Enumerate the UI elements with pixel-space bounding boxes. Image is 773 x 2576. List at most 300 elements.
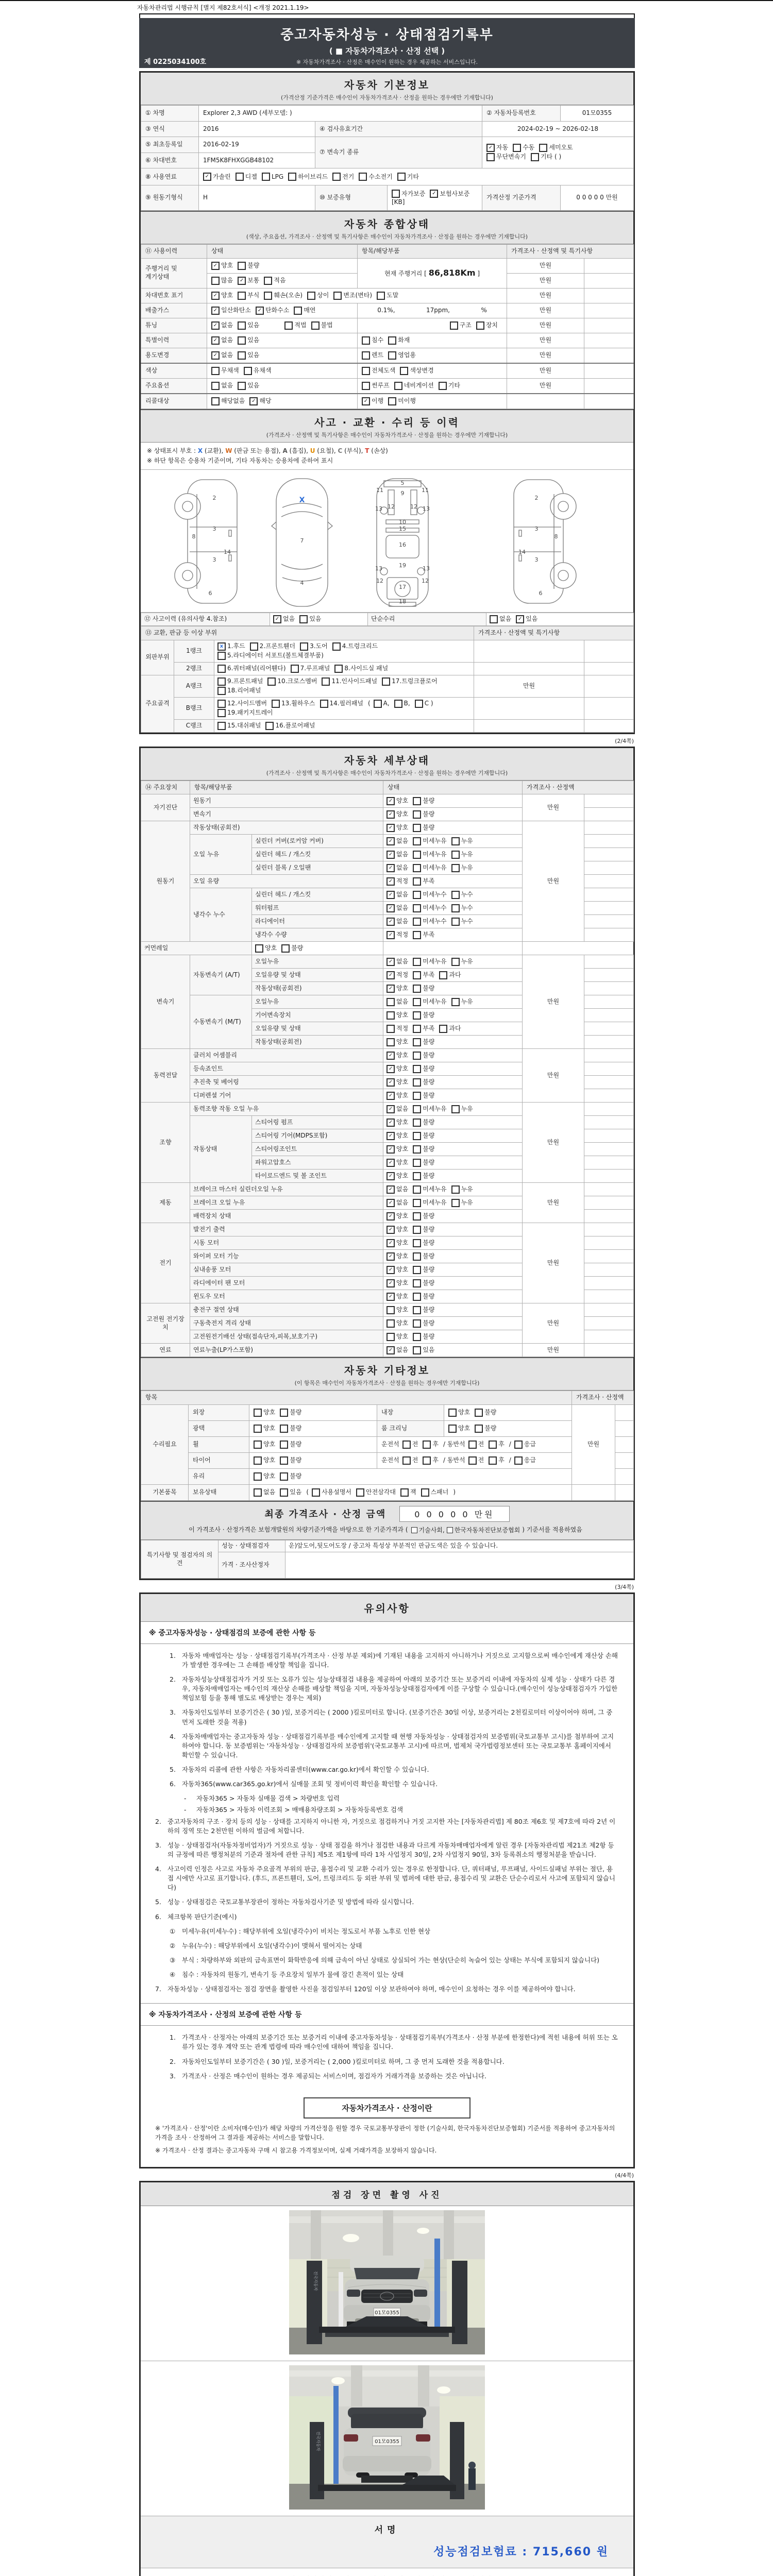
checkbox-box[interactable] — [413, 1052, 421, 1060]
checkbox-unchecked[interactable] — [421, 1488, 449, 1497]
checkbox-box[interactable] — [413, 1279, 421, 1287]
checkbox-unchecked[interactable] — [312, 1488, 351, 1497]
checkbox-unchecked[interactable] — [413, 1172, 434, 1180]
checkbox-unchecked[interactable] — [413, 1226, 434, 1234]
checkbox-box[interactable]: ✓ — [211, 307, 220, 315]
checkbox-checked[interactable] — [386, 985, 408, 993]
checkbox-box[interactable] — [413, 1319, 421, 1328]
checkbox-checked[interactable] — [211, 321, 233, 330]
checkbox-box[interactable] — [238, 262, 246, 270]
checkbox-unchecked[interactable] — [254, 1440, 275, 1449]
checkbox-box[interactable]: ✓ — [386, 1239, 395, 1247]
checkbox-unchecked[interactable] — [356, 1488, 396, 1497]
checkbox-box[interactable]: ✓ — [486, 144, 495, 152]
checkbox-checked[interactable] — [386, 1185, 408, 1194]
checkbox-box[interactable] — [382, 677, 390, 686]
checkbox-unchecked[interactable] — [413, 1145, 434, 1154]
checkbox-box[interactable] — [413, 931, 421, 939]
checkbox-unchecked[interactable] — [217, 665, 286, 673]
checkbox-box[interactable]: ✓ — [386, 810, 395, 819]
checkbox-checked[interactable] — [516, 615, 537, 623]
checkbox-box[interactable] — [489, 1440, 497, 1449]
checkbox-checked[interactable] — [386, 918, 408, 926]
checkbox-box[interactable] — [490, 615, 498, 623]
checkbox-unchecked[interactable] — [490, 615, 511, 623]
checkbox-box[interactable] — [386, 1333, 395, 1341]
checkbox-box[interactable] — [415, 700, 423, 708]
checkbox-box[interactable] — [359, 173, 367, 181]
checkbox-checked[interactable] — [386, 1132, 408, 1140]
checkbox-box[interactable] — [413, 1239, 421, 1247]
checkbox-box[interactable] — [238, 336, 246, 345]
checkbox-unchecked[interactable] — [280, 1488, 301, 1497]
checkbox-checked[interactable] — [238, 277, 259, 285]
checkbox-unchecked[interactable] — [413, 824, 434, 832]
checkbox-unchecked[interactable] — [320, 700, 363, 708]
checkbox-unchecked[interactable] — [280, 1456, 301, 1465]
checkbox-box[interactable]: ✓ — [386, 1346, 395, 1354]
checkbox-unchecked[interactable] — [413, 1199, 446, 1207]
checkbox-box[interactable]: ✓ — [386, 985, 395, 993]
checkbox-unchecked[interactable] — [238, 351, 259, 360]
checkbox-checked[interactable] — [486, 144, 508, 152]
checkbox-unchecked[interactable] — [451, 958, 473, 966]
checkbox-box[interactable] — [217, 687, 226, 695]
checkbox-unchecked[interactable] — [280, 1409, 301, 1417]
checkbox-checked[interactable] — [386, 1266, 408, 1274]
checkbox-unchecked[interactable] — [386, 1319, 408, 1328]
checkbox-box[interactable] — [265, 722, 274, 730]
checkbox-unchecked[interactable] — [272, 700, 315, 708]
checkbox-box[interactable] — [254, 1488, 262, 1497]
checkbox-box[interactable] — [439, 971, 447, 979]
checkbox-unchecked[interactable] — [322, 677, 377, 686]
checkbox-unchecked[interactable] — [281, 944, 303, 953]
checkbox-unchecked[interactable] — [217, 677, 263, 686]
checkbox-checked[interactable] — [386, 904, 408, 912]
checkbox-box[interactable]: ✓ — [386, 851, 395, 859]
checkbox-box[interactable] — [288, 173, 296, 181]
checkbox-box[interactable]: ✓ — [211, 321, 220, 330]
checkbox-box[interactable]: ✓ — [430, 190, 438, 198]
checkbox-box[interactable] — [413, 1159, 421, 1167]
checkbox-unchecked[interactable] — [413, 1212, 434, 1221]
checkbox-box[interactable] — [451, 1185, 460, 1194]
checkbox-unchecked[interactable] — [307, 292, 329, 300]
checkbox-box[interactable] — [280, 1440, 288, 1449]
checkbox-unchecked[interactable] — [255, 944, 277, 953]
checkbox-box[interactable] — [394, 700, 402, 708]
checkbox-checked[interactable] — [386, 1078, 408, 1087]
checkbox-box[interactable]: ✓ — [386, 864, 395, 872]
checkbox-checked[interactable] — [386, 877, 408, 886]
checkbox-box[interactable] — [451, 1105, 460, 1113]
checkbox-box[interactable]: ✓ — [386, 1052, 395, 1060]
checkbox-unchecked[interactable] — [388, 397, 416, 405]
checkbox-unchecked[interactable] — [489, 1456, 505, 1465]
checkbox-unchecked[interactable] — [413, 998, 446, 1006]
checkbox-box[interactable] — [284, 321, 293, 330]
checkbox-box[interactable] — [413, 1172, 421, 1180]
checkbox-unchecked[interactable] — [486, 153, 526, 161]
checkbox-box[interactable] — [264, 292, 272, 300]
checkbox-box[interactable]: ✓ — [386, 1078, 395, 1087]
checkbox-box[interactable] — [413, 1145, 421, 1154]
checkbox-unchecked[interactable] — [413, 1105, 446, 1113]
checkbox-box[interactable] — [451, 837, 460, 845]
checkbox-unchecked[interactable] — [413, 904, 446, 912]
checkbox-unchecked[interactable] — [439, 1025, 461, 1033]
checkbox-box[interactable]: ✓ — [211, 262, 220, 270]
checkbox-box[interactable] — [374, 700, 382, 708]
checkbox-unchecked[interactable] — [265, 722, 315, 730]
checkbox-unchecked[interactable] — [254, 1472, 275, 1481]
checkbox-box[interactable] — [217, 709, 226, 717]
checkbox-checked[interactable] — [386, 1239, 408, 1247]
checkbox-checked[interactable] — [386, 1212, 408, 1221]
checkbox-checked[interactable] — [386, 1105, 408, 1113]
checkbox-box[interactable] — [413, 797, 421, 805]
checkbox-unchecked[interactable] — [236, 173, 257, 181]
checkbox-box[interactable]: ✓ — [386, 1279, 395, 1287]
checkbox-box[interactable] — [423, 1456, 431, 1465]
checkbox-unchecked[interactable] — [402, 1456, 418, 1465]
checkbox-box[interactable] — [413, 958, 421, 966]
checkbox-box[interactable] — [386, 998, 395, 1006]
checkbox-box[interactable] — [402, 1440, 411, 1449]
checkbox-box[interactable] — [413, 998, 421, 1006]
checkbox-box[interactable]: ✓ — [386, 1212, 395, 1221]
checkbox-box[interactable] — [413, 851, 421, 859]
checkbox-checked[interactable] — [386, 1279, 408, 1287]
checkbox-box[interactable] — [254, 1409, 262, 1417]
checkbox-box[interactable] — [413, 891, 421, 899]
checkbox-box[interactable] — [450, 321, 458, 330]
checkbox-unchecked[interactable] — [451, 998, 473, 1006]
checkbox-checked[interactable] — [386, 1052, 408, 1060]
checkbox-box[interactable]: ✓ — [386, 931, 395, 939]
checkbox-unchecked[interactable] — [468, 1456, 484, 1465]
checkbox-box[interactable] — [280, 1425, 288, 1433]
checkbox-checked[interactable] — [386, 1172, 408, 1180]
checkbox-checked[interactable] — [386, 797, 408, 805]
checkbox-box[interactable]: ✓ — [386, 1172, 395, 1180]
checkbox-unchecked[interactable] — [217, 652, 324, 660]
checkbox-unchecked[interactable] — [362, 336, 383, 345]
checkbox-unchecked[interactable] — [288, 173, 328, 181]
checkbox-box[interactable] — [413, 1078, 421, 1087]
checkbox-box[interactable] — [392, 190, 400, 198]
checkbox-unchecked[interactable] — [300, 642, 328, 651]
checkbox-box[interactable] — [280, 1488, 288, 1497]
checkbox-box[interactable] — [312, 1488, 320, 1497]
checkbox-unchecked[interactable] — [413, 891, 446, 899]
checkbox-box[interactable] — [413, 1185, 421, 1194]
checkbox-box[interactable] — [413, 1333, 421, 1341]
checkbox-box[interactable] — [244, 367, 252, 375]
checkbox-box[interactable] — [413, 1199, 421, 1207]
checkbox-checked[interactable] — [211, 336, 233, 345]
checkbox-box[interactable] — [254, 1472, 262, 1481]
checkbox-checked[interactable] — [386, 1199, 408, 1207]
checkbox-unchecked[interactable] — [413, 1185, 446, 1194]
checkbox-unchecked[interactable] — [238, 262, 259, 270]
checkbox-unchecked[interactable] — [413, 985, 434, 993]
checkbox-box[interactable] — [451, 891, 460, 899]
checkbox-unchecked[interactable] — [413, 1065, 434, 1073]
checkbox-unchecked[interactable] — [211, 277, 233, 285]
checkbox-checked[interactable] — [386, 958, 408, 966]
checkbox-unchecked[interactable] — [413, 1038, 434, 1046]
checkbox-box[interactable] — [411, 1527, 417, 1533]
checkbox-box[interactable] — [217, 677, 226, 686]
checkbox-unchecked[interactable] — [413, 1052, 434, 1060]
checkbox-box[interactable]: ✓ — [386, 1185, 395, 1194]
checkbox-unchecked[interactable] — [539, 144, 573, 152]
checkbox-unchecked[interactable] — [448, 1409, 470, 1417]
checkbox-box[interactable] — [238, 382, 246, 390]
checkbox-box[interactable] — [238, 321, 246, 330]
checkbox-box[interactable]: ✓ — [386, 797, 395, 805]
checkbox-unchecked[interactable] — [386, 1025, 408, 1033]
checkbox-unchecked[interactable] — [451, 864, 473, 872]
checkbox-checked[interactable] — [386, 1346, 408, 1354]
checkbox-box[interactable] — [238, 351, 246, 360]
checkbox-unchecked[interactable] — [294, 307, 315, 315]
checkbox-box[interactable]: ✓ — [386, 958, 395, 966]
checkbox-unchecked[interactable] — [280, 1440, 301, 1449]
checkbox-unchecked[interactable] — [362, 382, 390, 390]
checkbox-box[interactable] — [475, 1409, 483, 1417]
checkbox-box[interactable] — [267, 677, 276, 686]
checkbox-checked[interactable] — [211, 307, 251, 315]
checkbox-box[interactable] — [394, 382, 402, 390]
checkbox-box[interactable] — [413, 971, 421, 979]
checkbox-x-mark[interactable]: x — [217, 642, 226, 651]
checkbox-box[interactable] — [400, 367, 408, 375]
checkbox-box[interactable] — [413, 877, 421, 886]
checkbox-checked[interactable] — [273, 615, 295, 623]
checkbox-unchecked[interactable] — [386, 998, 408, 1006]
checkbox-box[interactable] — [451, 998, 460, 1006]
checkbox-unchecked[interactable] — [280, 1472, 301, 1481]
checkbox-box[interactable] — [513, 144, 521, 152]
checkbox-unchecked[interactable] — [397, 173, 419, 181]
checkbox-box[interactable] — [291, 665, 299, 673]
checkbox-box[interactable] — [413, 1266, 421, 1274]
checkbox-unchecked[interactable] — [332, 642, 378, 651]
checkbox-box[interactable] — [356, 1488, 364, 1497]
checkbox-unchecked[interactable] — [413, 1346, 434, 1354]
checkbox-box[interactable] — [388, 336, 396, 345]
checkbox-box[interactable] — [413, 918, 421, 926]
checkbox-unchecked[interactable] — [334, 665, 388, 673]
checkbox-checked[interactable] — [217, 642, 245, 651]
checkbox-unchecked[interactable] — [451, 837, 473, 845]
checkbox-box[interactable] — [413, 810, 421, 819]
checkbox-box[interactable] — [413, 904, 421, 912]
checkbox-checked[interactable] — [203, 173, 231, 181]
checkbox-checked[interactable] — [386, 810, 408, 819]
checkbox-box[interactable]: ✓ — [516, 615, 524, 623]
checkbox-unchecked[interactable] — [311, 321, 333, 330]
checkbox-box[interactable]: ✓ — [386, 1266, 395, 1274]
checkbox-unchecked[interactable] — [423, 1440, 439, 1449]
checkbox-box[interactable] — [448, 1409, 457, 1417]
checkbox-box[interactable] — [451, 1199, 460, 1207]
checkbox-box[interactable] — [211, 277, 220, 285]
checkbox-box[interactable] — [236, 173, 244, 181]
checkbox-unchecked[interactable] — [413, 1306, 434, 1314]
checkbox-unchecked[interactable] — [211, 367, 239, 375]
checkbox-unchecked[interactable] — [362, 351, 383, 360]
checkbox-unchecked[interactable] — [333, 292, 372, 300]
checkbox-box[interactable]: ✓ — [386, 918, 395, 926]
checkbox-checked[interactable] — [386, 1065, 408, 1073]
checkbox-box[interactable] — [475, 1425, 483, 1433]
checkbox-checked[interactable] — [386, 1118, 408, 1127]
checkbox-unchecked[interactable] — [451, 918, 473, 926]
checkbox-box[interactable] — [386, 1011, 395, 1020]
checkbox-unchecked[interactable] — [411, 1526, 445, 1534]
checkbox-unchecked[interactable] — [394, 700, 410, 708]
checkbox-unchecked[interactable] — [332, 173, 354, 181]
checkbox-box[interactable]: ✓ — [211, 336, 220, 345]
checkbox-unchecked[interactable] — [264, 292, 303, 300]
checkbox-box[interactable] — [294, 307, 302, 315]
checkbox-box[interactable] — [332, 173, 341, 181]
checkbox-unchecked[interactable] — [413, 1092, 434, 1100]
checkbox-box[interactable] — [362, 351, 370, 360]
checkbox-unchecked[interactable] — [413, 1118, 434, 1127]
checkbox-box[interactable]: ✓ — [386, 1092, 395, 1100]
checkbox-box[interactable] — [272, 700, 280, 708]
checkbox-box[interactable]: ✓ — [386, 1252, 395, 1261]
checkbox-box[interactable] — [211, 382, 220, 390]
checkbox-box[interactable] — [386, 1306, 395, 1314]
checkbox-box[interactable] — [413, 837, 421, 845]
checkbox-unchecked[interactable] — [413, 1132, 434, 1140]
checkbox-box[interactable] — [489, 1456, 497, 1465]
checkbox-box[interactable] — [514, 1440, 523, 1449]
checkbox-box[interactable] — [254, 1440, 262, 1449]
checkbox-box[interactable] — [280, 1409, 288, 1417]
checkbox-box[interactable] — [320, 700, 328, 708]
checkbox-box[interactable] — [362, 382, 370, 390]
checkbox-unchecked[interactable] — [217, 709, 273, 717]
checkbox-unchecked[interactable] — [475, 1409, 496, 1417]
checkbox-unchecked[interactable] — [254, 1456, 275, 1465]
checkbox-checked[interactable] — [256, 307, 289, 315]
checkbox-box[interactable]: ✓ — [256, 307, 264, 315]
checkbox-box[interactable] — [400, 1488, 409, 1497]
checkbox-unchecked[interactable] — [254, 1425, 275, 1433]
checkbox-box[interactable]: ✓ — [273, 615, 281, 623]
checkbox-checked[interactable] — [386, 1159, 408, 1167]
checkbox-box[interactable] — [250, 642, 258, 651]
checkbox-unchecked[interactable] — [244, 367, 272, 375]
checkbox-unchecked[interactable] — [531, 153, 561, 161]
checkbox-box[interactable] — [362, 367, 370, 375]
checkbox-box[interactable]: ✓ — [211, 292, 220, 300]
checkbox-box[interactable] — [413, 985, 421, 993]
checkbox-box[interactable]: ✓ — [386, 824, 395, 832]
checkbox-unchecked[interactable] — [476, 321, 498, 330]
checkbox-box[interactable]: ✓ — [362, 397, 370, 405]
checkbox-checked[interactable] — [211, 262, 233, 270]
checkbox-checked[interactable] — [386, 971, 408, 979]
checkbox-box[interactable] — [413, 1132, 421, 1140]
checkbox-box[interactable] — [413, 1038, 421, 1046]
checkbox-unchecked[interactable] — [413, 918, 446, 926]
checkbox-box[interactable]: ✓ — [238, 277, 246, 285]
checkbox-unchecked[interactable] — [388, 336, 410, 345]
checkbox-unchecked[interactable] — [238, 382, 259, 390]
checkbox-unchecked[interactable] — [264, 277, 285, 285]
checkbox-box[interactable] — [413, 1105, 421, 1113]
checkbox-box[interactable] — [468, 1456, 477, 1465]
checkbox-box[interactable] — [451, 864, 460, 872]
checkbox-box[interactable]: ✓ — [249, 397, 258, 405]
checkbox-box[interactable]: ✓ — [386, 1132, 395, 1140]
checkbox-box[interactable] — [413, 824, 421, 832]
checkbox-unchecked[interactable] — [413, 851, 446, 859]
checkbox-unchecked[interactable] — [413, 810, 434, 819]
checkbox-unchecked[interactable] — [413, 1333, 434, 1341]
checkbox-box[interactable] — [413, 1252, 421, 1261]
checkbox-box[interactable] — [413, 1011, 421, 1020]
checkbox-unchecked[interactable] — [238, 292, 259, 300]
checkbox-box[interactable]: ✓ — [386, 1145, 395, 1154]
checkbox-box[interactable] — [211, 397, 220, 405]
checkbox-box[interactable] — [334, 665, 343, 673]
checkbox-box[interactable] — [217, 652, 226, 660]
checkbox-box[interactable] — [254, 1456, 262, 1465]
checkbox-box[interactable] — [413, 1293, 421, 1301]
checkbox-unchecked[interactable] — [374, 700, 390, 708]
checkbox-unchecked[interactable] — [413, 864, 446, 872]
checkbox-box[interactable] — [262, 173, 270, 181]
checkbox-box[interactable] — [255, 944, 263, 953]
checkbox-box[interactable] — [413, 1118, 421, 1127]
checkbox-box[interactable] — [217, 700, 226, 708]
checkbox-box[interactable] — [264, 277, 272, 285]
checkbox-unchecked[interactable] — [415, 700, 433, 708]
checkbox-unchecked[interactable] — [262, 173, 283, 181]
checkbox-unchecked[interactable] — [254, 1409, 275, 1417]
checkbox-unchecked[interactable] — [413, 1025, 434, 1033]
checkbox-box[interactable] — [300, 642, 308, 651]
checkbox-box[interactable] — [451, 851, 460, 859]
checkbox-box[interactable] — [280, 1456, 288, 1465]
checkbox-unchecked[interactable] — [211, 382, 233, 390]
checkbox-box[interactable]: ✓ — [203, 173, 211, 181]
checkbox-box[interactable] — [514, 1456, 523, 1465]
checkbox-unchecked[interactable] — [362, 367, 395, 375]
checkbox-box[interactable] — [448, 1425, 457, 1433]
checkbox-box[interactable]: ✓ — [386, 891, 395, 899]
checkbox-box[interactable] — [451, 918, 460, 926]
checkbox-unchecked[interactable] — [413, 1078, 434, 1087]
checkbox-box[interactable] — [468, 1440, 477, 1449]
checkbox-unchecked[interactable] — [238, 321, 259, 330]
checkbox-box[interactable] — [476, 321, 484, 330]
checkbox-box[interactable] — [307, 292, 315, 300]
checkbox-unchecked[interactable] — [413, 837, 446, 845]
checkbox-unchecked[interactable] — [386, 1306, 408, 1314]
checkbox-unchecked[interactable] — [451, 904, 473, 912]
checkbox-unchecked[interactable] — [250, 642, 295, 651]
